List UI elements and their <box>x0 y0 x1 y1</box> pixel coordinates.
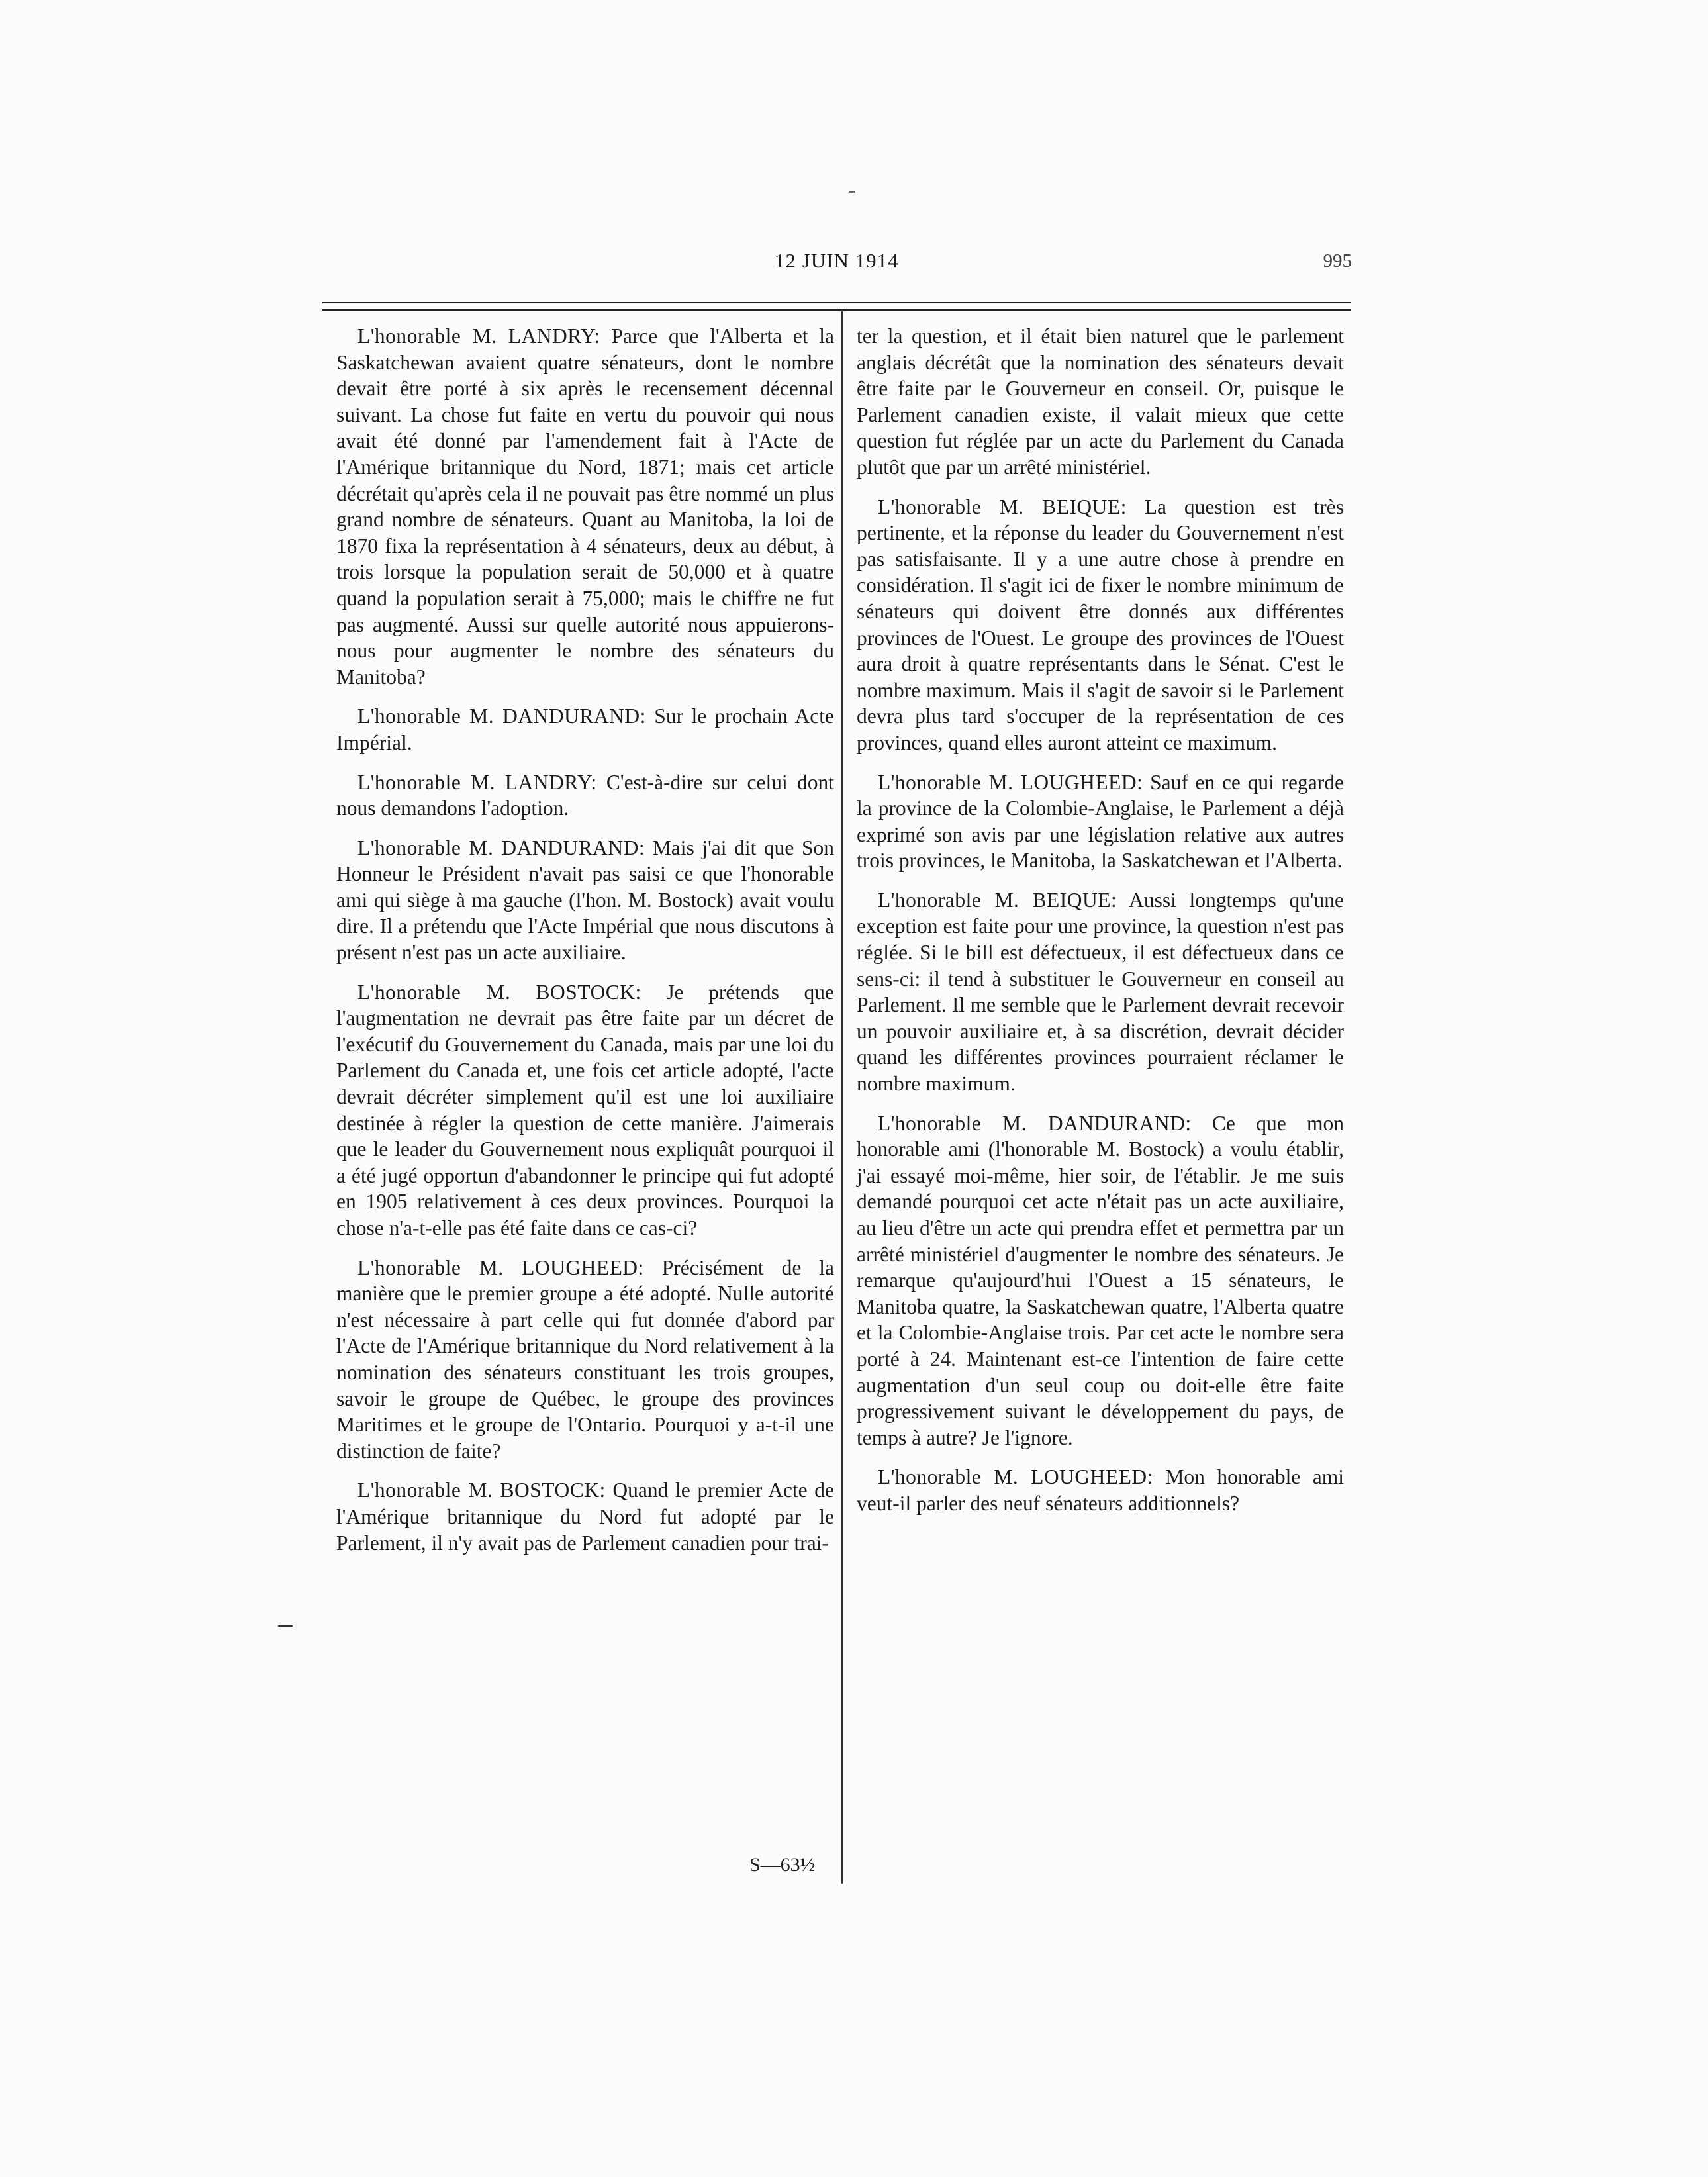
speaker-name: L'honorable M. BEIQUE: <box>878 495 1127 518</box>
speaker-name: L'honorable M. LANDRY: <box>357 324 600 348</box>
speech-text: Mais j'ai dit que Son Honneur le Président n'avait pas saisi ce que l'honorable ami qui siège à ma gauche (l'hon. M. Bostock) avait voulu dire. Il a prétendu que l'Acte Impérial que nous discutons à présent n'est pas un acte auxiliaire. <box>336 836 835 965</box>
paragraph <box>857 1110 1344 1451</box>
paragraph <box>857 887 1344 1097</box>
page-header <box>338 242 1351 282</box>
speaker-name: L'honorable M. LANDRY: <box>357 770 597 794</box>
paragraph <box>336 835 834 966</box>
speech-text: Précisément de la manière que le premier groupe a été adopté. Nulle autorité n'est nécessaire à part celle qui fut donnée d'abord par l'Acte de l'Amérique britannique du Nord relativement à la nomination des sénateurs constituant les trois groupes, savoir le groupe de Québec, le groupe des provinces Maritimes et le groupe de l'Ontario. Pourquoi y a-t-il une distinction de faite? <box>336 1255 834 1463</box>
speech-text: Ce que mon honorable ami (l'honorable M. Bostock) a voulu établir, j'ai essayé moi-même, hier soir, de l'établir. Je me suis demandé pourquoi cet acte n'était pas un acte auxiliaire, au lieu d'être un acte qui prendra effet et permettra par un arrêté ministériel d'augmenter le nombre des sénateurs. Je remarque qu'aujourd'hui l'Ouest a 15 sénateurs, le Manitoba quatre, la Saskatchewan quatre, l'Alberta quatre et la Colombie-Anglaise trois. Par cet acte le nombre sera porté à 24. Maintenant est-ce l'intention de faire cette augmentation d'un seul coup ou doit-elle être faite progressivement suivant le développement du pays, de temps à autre? Je l'ignore. <box>857 1111 1344 1449</box>
speaker-name: L'honorable M. DANDURAND: <box>878 1111 1192 1135</box>
speaker-name: L'honorable M. LOUGHEED: <box>878 770 1143 794</box>
speech-text: ter la question, et il était bien naturel que le parlement anglais décrétât que la nomination des sénateurs devait être faite par le Gouverneur en conseil. Or, puisque le Parlement canadien existe, il valait mieux que cette question fut réglée par un acte du Parlement du Canada plutôt que par un arrêté ministériel. <box>857 324 1344 479</box>
speech-text: C'est-à-dire sur celui dont nous demandons l'adoption. <box>336 770 835 820</box>
left-column <box>336 323 834 1569</box>
speech-text: Sur le prochain Acte Impérial. <box>336 704 834 754</box>
paragraph <box>857 1464 1344 1516</box>
column-divider <box>841 311 843 1884</box>
paragraph <box>336 703 834 755</box>
speaker-name: L'honorable M. DANDURAND: <box>357 704 646 728</box>
speech-text: Mon honorable ami veut-il parler des neuf sénateurs additionnels? <box>857 1465 1344 1515</box>
speaker-name: L'honorable M. BEIQUE: <box>878 888 1117 912</box>
scan-mark <box>849 191 855 193</box>
speech-text: Je prétends que l'augmentation ne devrait pas être faite par un décret de l'exécutif du Gouvernement du Canada, mais par une loi du Parlement du Canada et, une fois cet article adopté, l'acte devrait décréter simplement qu'il est une loi auxiliaire destinée à régler la question de cette manière. J'aimerais que le leader du Gouvernement nous expliquât pourquoi il a été jugé opportun d'abandonner le principe qui fut adopté en 1905 relativement à ces deux provinces. Pourquoi la chose n'a-t-elle pas été faite dans ce cas-ci? <box>336 980 834 1239</box>
speech-text: Aussi longtemps qu'une exception est faite pour une province, la question n'est pas réglée. Si le bill est défectueux, il est défectueux dans ce sens-ci: il tend à substituer le Gouverneur en conseil au Parlement. Il me semble que le Parlement devrait recevoir un pouvoir auxiliaire et, à sa discrétion, devrait décider quand les différentes provinces pourraient réclamer le nombre maximum. <box>857 888 1344 1096</box>
speech-text: Quand le premier Acte de l'Amérique britannique du Nord fut adopté par le Parlement, il n'y avait pas de Parlement canadien pour trai- <box>336 1478 835 1555</box>
paragraph-continuation <box>857 323 1344 481</box>
speech-text: Sauf en ce qui regarde la province de la Colombie-Anglaise, le Parlement a déjà exprimé son avis par une législation relative aux autres trois provinces, le Manitoba, la Saskatchewan et l'Alberta. <box>857 770 1344 873</box>
right-column <box>857 323 1344 1530</box>
margin-mark <box>278 1625 293 1627</box>
speech-text: La question est très pertinente, et la réponse du leader du Gouvernement n'est pas satisfaisante. Il y a une autre chose à prendre en considération. Il s'agit ici de fixer le nombre minimum de sénateurs qui doivent être donnés aux différentes provinces de l'Ouest. Le groupe des provinces de l'Ouest aura droit à quatre représentants dans le Sénat. C'est le nombre maximum. Mais il s'agit de savoir si le Parlement devra plus tard s'occuper de la représentation de ces provinces, quand elles auront atteint ce maximum. <box>857 495 1344 754</box>
signature-mark: S—63½ <box>749 1854 816 1876</box>
paragraph <box>336 979 834 1241</box>
speaker-name: L'honorable M. LOUGHEED: <box>878 1465 1153 1489</box>
page-date: 12 JUIN 1914 <box>775 249 899 272</box>
header-rule-bottom <box>322 309 1351 311</box>
paragraph <box>857 769 1344 874</box>
speaker-name: L'honorable M. LOUGHEED: <box>357 1255 644 1279</box>
page-number: 995 <box>1323 250 1352 271</box>
paragraph <box>857 494 1344 756</box>
header-rule-top <box>322 302 1351 303</box>
speaker-name: L'honorable M. BOSTOCK: <box>357 1478 606 1502</box>
paragraph <box>336 1477 834 1556</box>
paragraph <box>336 769 834 822</box>
speaker-name: L'honorable M. BOSTOCK: <box>357 980 641 1004</box>
paragraph <box>336 1255 834 1465</box>
speaker-name: L'honorable M. DANDURAND: <box>357 836 645 859</box>
speech-text: Parce que l'Alberta et la Saskatchewan avaient quatre sénateurs, dont le nombre devait être porté à six après le recensement décennal suivant. La chose fut faite en vertu du pouvoir qui nous avait été donné par l'amendement fait à l'Acte de l'Amérique britannique du Nord, 1871; mais cet article décrétait qu'après cela il ne pouvait pas être nommé un plus grand nombre de sénateurs. Quant au Manitoba, la loi de 1870 fixa la représentation à 4 sénateurs, deux au début, à trois lorsque la population serait de 50,000 et à quatre quand la population serait à 75,000; mais le chiffre ne fut pas augmenté. Aussi sur quelle autorité nous appuierons-nous pour augmenter le nombre des sénateurs du Manitoba? <box>336 324 835 689</box>
paragraph <box>336 323 834 690</box>
